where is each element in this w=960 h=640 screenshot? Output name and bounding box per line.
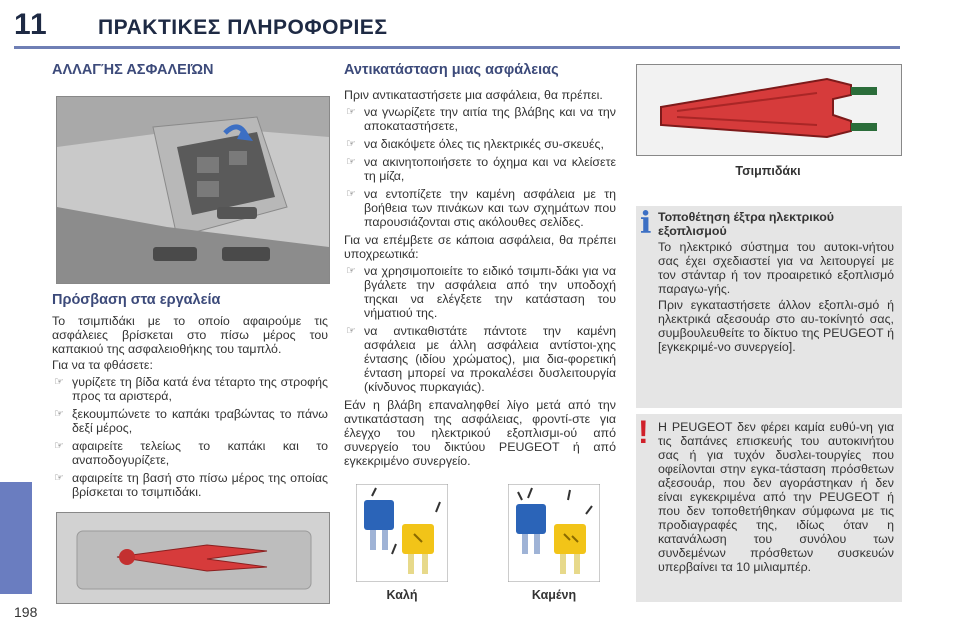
list-item: ☞ γυρίζετε τη βίδα κατά ένα τέταρτο της στροφής προς τα αριστερά, [54, 375, 328, 403]
section-heading-tools-access: Πρόσβαση στα εργαλεία [52, 292, 221, 308]
header-rule [14, 46, 900, 49]
finger-pointer-icon: ☞ [346, 156, 356, 168]
tools-intro: Για να τα φθάσετε: [52, 358, 153, 372]
dashboard-fusebox-photo [56, 96, 330, 284]
finger-pointer-icon: ☞ [346, 106, 356, 118]
blown-fuse-illustration [508, 484, 600, 582]
tools-access-text [52, 314, 328, 503]
page-number: 198 [14, 604, 38, 620]
replace-fuse-text [344, 88, 616, 470]
chapter-side-tab [0, 482, 32, 594]
finger-pointer-icon: ☞ [346, 188, 356, 200]
chapter-title: ΠΡΑΚΤΙΚΕΣ ΠΛΗΡΟΦΟΡΙΕΣ [98, 16, 388, 39]
list-item: ☞ αφαιρείτε τη βασή στο πίσω μέρος της οποίας βρίσκεται το τσιμπιδάκι. [54, 471, 328, 499]
finger-pointer-icon: ☞ [346, 265, 356, 277]
remove-intro: Για να επέμβετε σε κάποια ασφάλεια, θα πρέπει υποχρεωτικά: [344, 233, 616, 261]
info-icon: i [640, 206, 652, 241]
warning-icon: ! [638, 414, 649, 450]
before-steps-list [344, 105, 616, 229]
good-fuse-label: Καλή [386, 588, 418, 602]
replace-intro: Πριν αντικαταστήσετε μια ασφάλεια, θα πρέπει. [344, 88, 603, 102]
fuse-tweezers-photo [636, 64, 902, 156]
list-item: ☞ να ακινητοποιήσετε το όχημα και να κλείσετε τη μίζα, [346, 155, 616, 183]
finger-pointer-icon: ☞ [54, 440, 64, 452]
blown-fuse-label: Καμένη [531, 588, 577, 602]
chapter-number: 11 [14, 8, 48, 41]
info-paragraph: Πριν εγκαταστήσετε άλλον εξοπλι-σμό ή ηλεκτρικά αξεσουάρ στο αυ-τοκίνητό σας, συμβουλευθείτε το δίκτυο της PEUGEOT ή [εγκεκριμέ-νο συνεργείο]. [658, 298, 894, 354]
tweezers-caption: Τσιμπιδάκι [735, 164, 801, 178]
info-title: Τοποθέτηση έξτρα ηλεκτρικού εξοπλισμού [658, 210, 834, 238]
remove-steps-list [344, 264, 616, 394]
list-item: ☞ να εντοπίζετε την καμένη ασφάλεια με τη βοήθεια των πινάκων και των σχημάτων που παρουσιάζονται στις ακόλουθες σελίδες. [346, 187, 616, 229]
info-paragraph: Το ηλεκτρικό σύστημα του αυτοκι-νήτου σας έχει σχεδιαστεί για να λειτουργεί με τον στάνταρ ή τον προαιρετικό εξοπλισμό παραγω-γής. [658, 240, 894, 296]
finger-pointer-icon: ☞ [54, 376, 64, 388]
section-heading-fuse-change: ΑΛΛΑΓΉΣ ΑΣΦΑΛΕΙΏΝ [52, 62, 214, 78]
warning-text: Η PEUGEOT δεν φέρει καμία ευθύ-νη για τις δαπάνες επισκευής του αυτοκινήτου σας ή για τυχόν δυσλει-τουργίες που οφείλονται στην εγκα-τάσταση πρόσθετων αξεσουάρ, που δεν αγοράστηκαν ή δεν είναι εγκεκριμένα από την PEUGEOT ή που δεν τοποθετήθηκαν σύμφωνα με τις προδιαγραφές της, ιδίως όταν η κατανάλωση του συνόλου των συνδεμένων πρόσθετων συσκευών υπερβαίνει τα 10 μιλιαμπέρ. [658, 420, 894, 574]
list-item: ☞ να χρησιμοποιείτε το ειδικό τσιμπι-δάκι για να βγάλετε την ασφάλεια από την υποδοχή τηςκαι να ελέγξετε την κατάσταση του νήματιού της. [346, 264, 616, 320]
closing-paragraph: Εάν η βλάβη επαναληφθεί λίγο μετά από την αντικατάσταση της ασφάλειας, φροντί-στε για έλεγχο του ηλεκτρικού εξοπλισμι-ού από συνεργείο του δικτύου PEUGEOT ή από εγκεκριμένο συνεργείο. [344, 398, 616, 468]
finger-pointer-icon: ☞ [346, 138, 356, 150]
finger-pointer-icon: ☞ [346, 325, 356, 337]
tweezers-location-photo [56, 512, 330, 604]
good-fuse-illustration [356, 484, 448, 582]
list-item: ☞ να αντικαθιστάτε πάντοτε την καμένη ασφάλεια με άλλη ασφάλεια αντίστοι-χης έντασης (ιδίου χρώματος), μια δια-φορετική ένταση μπορεί να προκαλέσει δυσλειτουργία (κίνδυνος πυρκαγιάς). [346, 324, 616, 394]
finger-pointer-icon: ☞ [54, 472, 64, 484]
info-text [658, 240, 894, 356]
finger-pointer-icon: ☞ [54, 408, 64, 420]
list-item: ☞ αφαιρείτε τελείως το καπάκι και το αναποδογυρίζετε, [54, 439, 328, 467]
list-item: ☞ να διακόψετε όλες τις ηλεκτρικές συ-σκευές, [346, 137, 604, 151]
tools-steps-list [52, 375, 328, 499]
list-item: ☞ να γνωρίζετε την αιτία της βλάβης και να την αποκαταστήσετε, [346, 105, 616, 133]
section-heading-replace-fuse: Αντικατάσταση μιας ασφάλειας [344, 62, 559, 78]
list-item: ☞ ξεκουμπώνετε το καπάκι τραβώντας το πάνω δεξί μέρος, [54, 407, 328, 435]
tools-paragraph: Το τσιμπιδάκι με το οποίο αφαιρούμε τις ασφάλειες βρίσκεται στο πίσω μέρος του καπακιού της ασφαλειοθήκης του ταμπλό. [52, 314, 328, 356]
